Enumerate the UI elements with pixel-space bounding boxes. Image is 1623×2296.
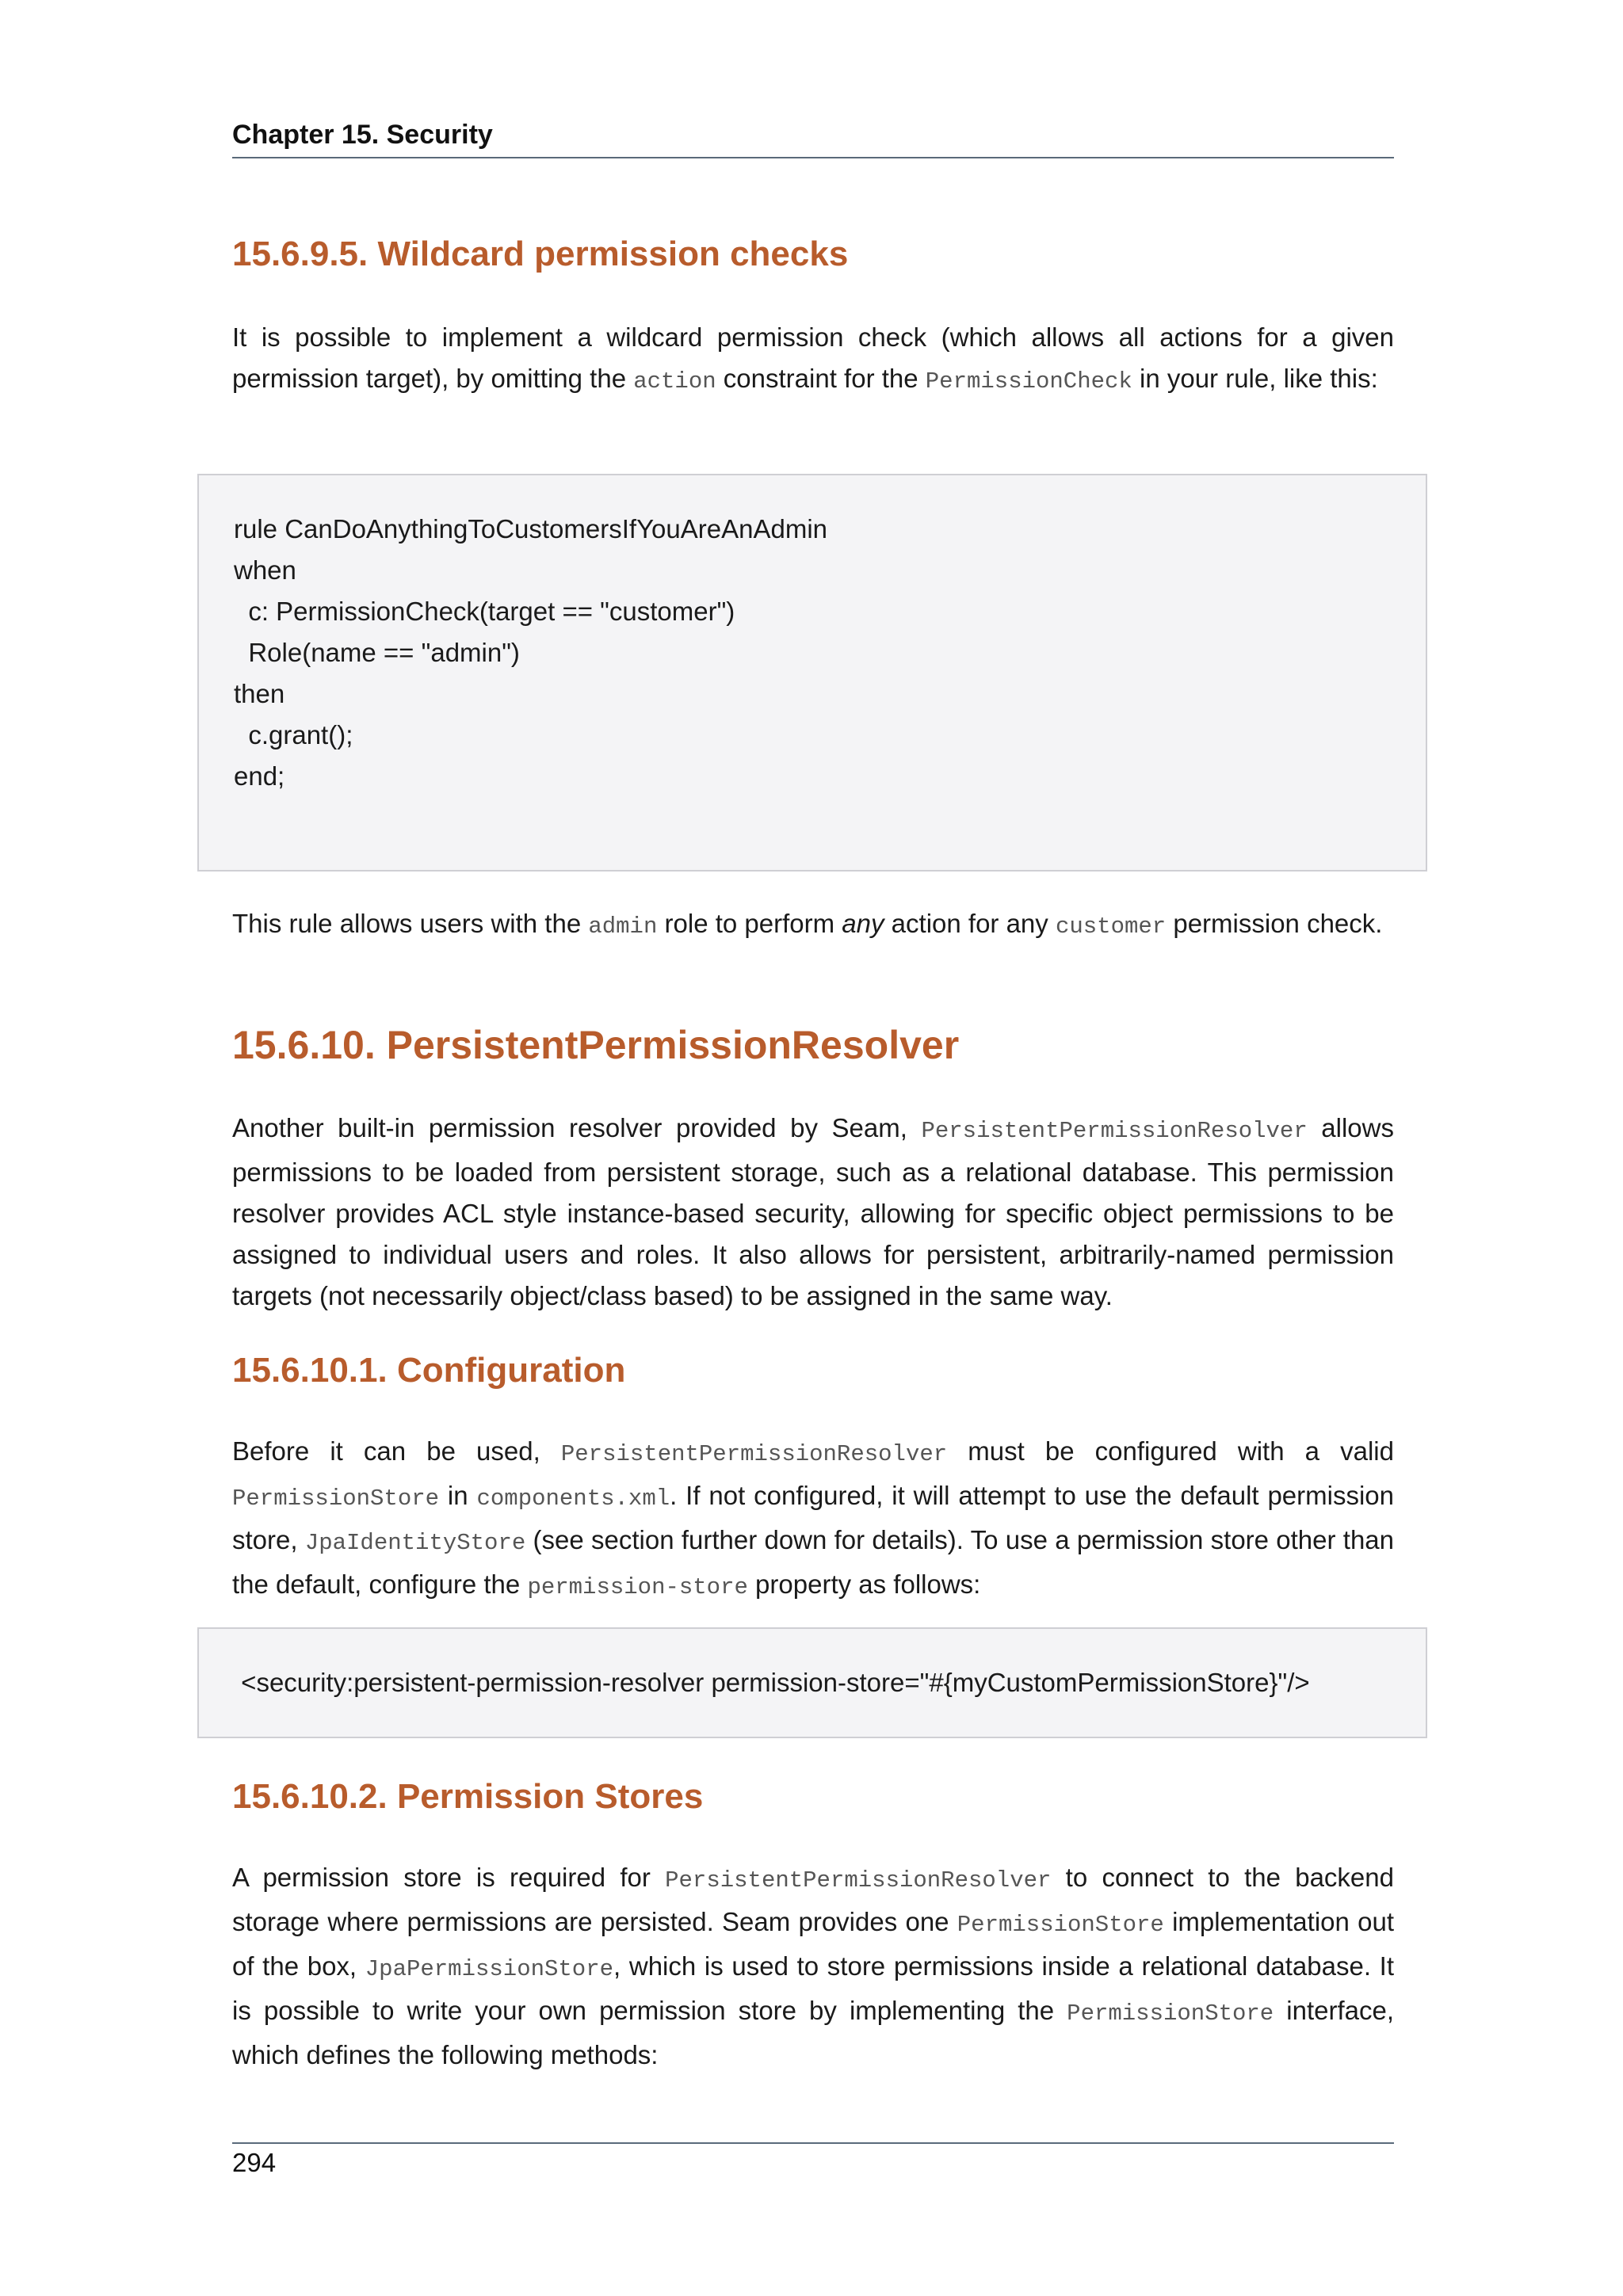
inline-code-action: action: [633, 368, 716, 395]
text-run: property as follows:: [747, 1569, 981, 1599]
text-run: (see section further down for details). To use a permission store other than the default, configure the: [232, 1525, 1395, 1599]
text-run: action for any: [884, 909, 1056, 938]
paragraph-permission-stores: [232, 1857, 1394, 2076]
paragraph-configuration: [232, 1431, 1394, 1608]
text-run: in: [439, 1481, 477, 1510]
code-block-config: [197, 1627, 1427, 1738]
text-run: interface, which defines the following methods:: [232, 1996, 1394, 2069]
code-listing-config: <security:persistent-permission-resolver permission-store="#{myCustomPermissionStore}"/>: [234, 1668, 1310, 1697]
text-run: constraint for the: [716, 364, 926, 393]
text-run: allows permissions to be loaded from persistent storage, such as a relational database. This permission resolver provides ACL style instance-based security, allowing for specific object permissions to be assigned to individual users and roles. It also allows for persistent, arbitrarily-named permission targets (not necessarily object/class based) to be assigned in the same way.: [232, 1113, 1394, 1310]
section-title-configuration: 15.6.10.1. Configuration: [232, 1351, 626, 1390]
inline-code-jpapermissionstore: JpaPermissionStore: [365, 1956, 614, 1982]
text-run: implementation out of the box,: [232, 1907, 1394, 1981]
inline-code-jpaidentitystore: JpaIdentityStore: [304, 1530, 526, 1556]
section-title-wildcard: 15.6.9.5. Wildcard permission checks: [232, 235, 849, 273]
text-run: Another built-in permission resolver provided by Seam,: [232, 1113, 922, 1142]
paragraph-wildcard-intro: [232, 317, 1394, 402]
section-title-persistent-resolver: 15.6.10. PersistentPermissionResolver: [232, 1023, 960, 1067]
paragraph-persistent-resolver: [232, 1108, 1394, 1317]
text-run: Before it can be used,: [232, 1436, 561, 1466]
inline-code-persistentpermissionresolver: PersistentPermissionResolver: [560, 1441, 948, 1467]
inline-code-persistentpermissionresolver: PersistentPermissionResolver: [665, 1867, 1052, 1894]
text-run: permission check.: [1166, 909, 1383, 938]
inline-code-customer: customer: [1055, 913, 1167, 940]
text-run: in your rule, like this:: [1132, 364, 1378, 393]
inline-code-permissionstore: PermissionStore: [232, 1486, 440, 1512]
inline-code-admin: admin: [588, 913, 658, 940]
inline-code-persistentpermissionresolver: PersistentPermissionResolver: [921, 1118, 1308, 1144]
inline-code-components-xml: components.xml: [476, 1486, 670, 1512]
text-run: must be configured with a valid: [947, 1436, 1394, 1466]
paragraph-rule-explanation: [232, 903, 1394, 948]
inline-code-permission-store: permission-store: [527, 1574, 748, 1600]
text-run: A permission store is required for: [232, 1863, 666, 1892]
header-divider: [232, 157, 1394, 158]
running-header-chapter: Chapter 15. Security: [232, 120, 493, 150]
inline-code-permissioncheck: PermissionCheck: [925, 368, 1132, 395]
emphasis-any: any: [842, 909, 884, 938]
inline-code-permissionstore: PermissionStore: [957, 1912, 1164, 1938]
text-run: to connect to the backend storage where permissions are persisted. Seam provides one: [232, 1863, 1394, 1936]
text-run: It is possible to implement a wildcard permission check (which allows all actions for a given permission target), by omitting the: [232, 322, 1394, 393]
footer-divider: [232, 2142, 1394, 2144]
code-block-rule: [197, 474, 1427, 871]
text-run: role to perform: [657, 909, 842, 938]
code-listing-rule: rule CanDoAnythingToCustomersIfYouAreAnAdmin when c: PermissionCheck(target == "customer") Role(name == "admin") then c.grant(); end;: [234, 514, 828, 791]
section-title-permission-stores: 15.6.10.2. Permission Stores: [232, 1777, 704, 1816]
text-run: . If not configured, it will attempt to use the default permission store,: [232, 1481, 1394, 1554]
text-run: This rule allows users with the: [232, 909, 589, 938]
inline-code-permissionstore-interface: PermissionStore: [1067, 2000, 1274, 2027]
page-number: 294: [232, 2148, 277, 2177]
text-run: , which is used to store permissions inside a relational database. It is possible to write your own permission store by implementing the: [232, 1951, 1394, 2025]
